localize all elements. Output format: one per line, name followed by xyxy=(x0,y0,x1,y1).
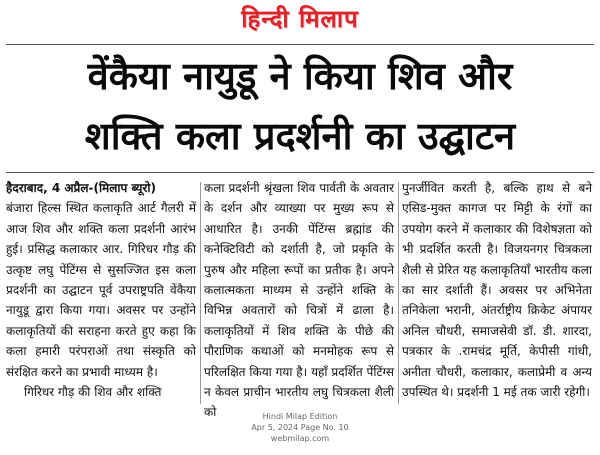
masthead xyxy=(0,0,600,34)
headline-line-2: शक्ति कला प्रदर्शनी का उद्घाटन xyxy=(84,114,516,158)
masthead-title: हिन्दी मिलाप xyxy=(241,4,359,33)
article-paragraph: गिरिधर गौड़ की शिव और शक्ति xyxy=(24,385,162,400)
headline-line-1: वेंकैया नायुडू ने किया शिव और xyxy=(87,54,513,98)
edition-footer xyxy=(0,411,600,444)
footer-date-page: Apr 5, 2024 Page No. 10 xyxy=(251,423,349,432)
article-column-3 xyxy=(402,178,592,410)
footer-edition: Hindi Milap Edition xyxy=(262,412,338,421)
column-divider xyxy=(398,182,399,404)
footer-site-link[interactable]: webmilap.com xyxy=(270,434,330,443)
headline-rule xyxy=(6,172,594,173)
article-paragraph: कला प्रदर्शनी श्रृंखला शिव पार्वती के अवतार के दर्शन और व्याख्या पर मुख्य रूप से आधारित है। उनकी पेंटिंग्स ब्रह्मांड की कनेक्टिविटी को दर्शाती है, जो प्रकृति के पुरुष और महिला रूपों का प्रतीक है। अपने कलात्मकता माध्यम से उन्होंने शक्ति के विभिन्न अवतारों को चित्रों में ढाला है। कलाकृतियों में शिव शक्ति के पीछे की पौराणिक कथाओं को मनमोहक रूप से परिलक्षित किया गया है। यहाँ प्रदर्शित पेंटिंग्स न केवल प्राचीन भारतीय लघु चित्रकला शैली को xyxy=(204,181,394,420)
column-divider xyxy=(200,182,201,404)
article-paragraph: बंजारा हिल्स स्थित कलाकृति आर्ट गैलरी में आज शिव और शक्ति कला प्रदर्शनी आरंभ हुई। प्रसिद्ध कलाकार आर. गिरिधर गौड़ की उत्कृष्ट लघु पेंटिंग्स से सुसज्जित इस कला प्रदर्शनी का उद्घाटन पूर्व उपराष्ट्रपति वेंकैया नायुडू द्वारा किया गया। अवसर पर उन्होंने कलाकृतियों की सराहना करते हुए कहा कि कला हमारी परंपराओं तथा संस्कृति को संरक्षित करने का प्रभावी माध्यम है। xyxy=(6,201,196,379)
article-column-1 xyxy=(6,178,196,410)
article-dateline: हैदराबाद, 4 अप्रैल-(मिलाप ब्यूरो) xyxy=(6,181,156,195)
article-paragraph: पुनर्जीवित करती है, बल्कि हाथ से बने एसिड-मुक्त कागज पर मिट्टी के रंगों का उपयोग करने में कलाकार की विशेषज्ञता को भी प्रदर्शित करती है। विजयनगर चित्रकला शैली से प्रेरित यह कलाकृतियाँ भारतीय कला का सार दर्शाती हैं। अवसर पर अभिनेता तनिकेला भरानी, अंतर्राष्ट्रीय क्रिकेट अंपायर अनिल चौधरी, समाजसेवी डॉ. डी. शारदा, पत्रकार के .रामचंद्र मूर्ति, केपीसी गांधी, अनीता चौधरी, कलाकार, कलाप्रेमी व अन्य उपस्थित थे। प्रदर्शनी 1 मई तक जारी रहेगी। xyxy=(402,181,592,400)
masthead-rule xyxy=(6,44,594,45)
